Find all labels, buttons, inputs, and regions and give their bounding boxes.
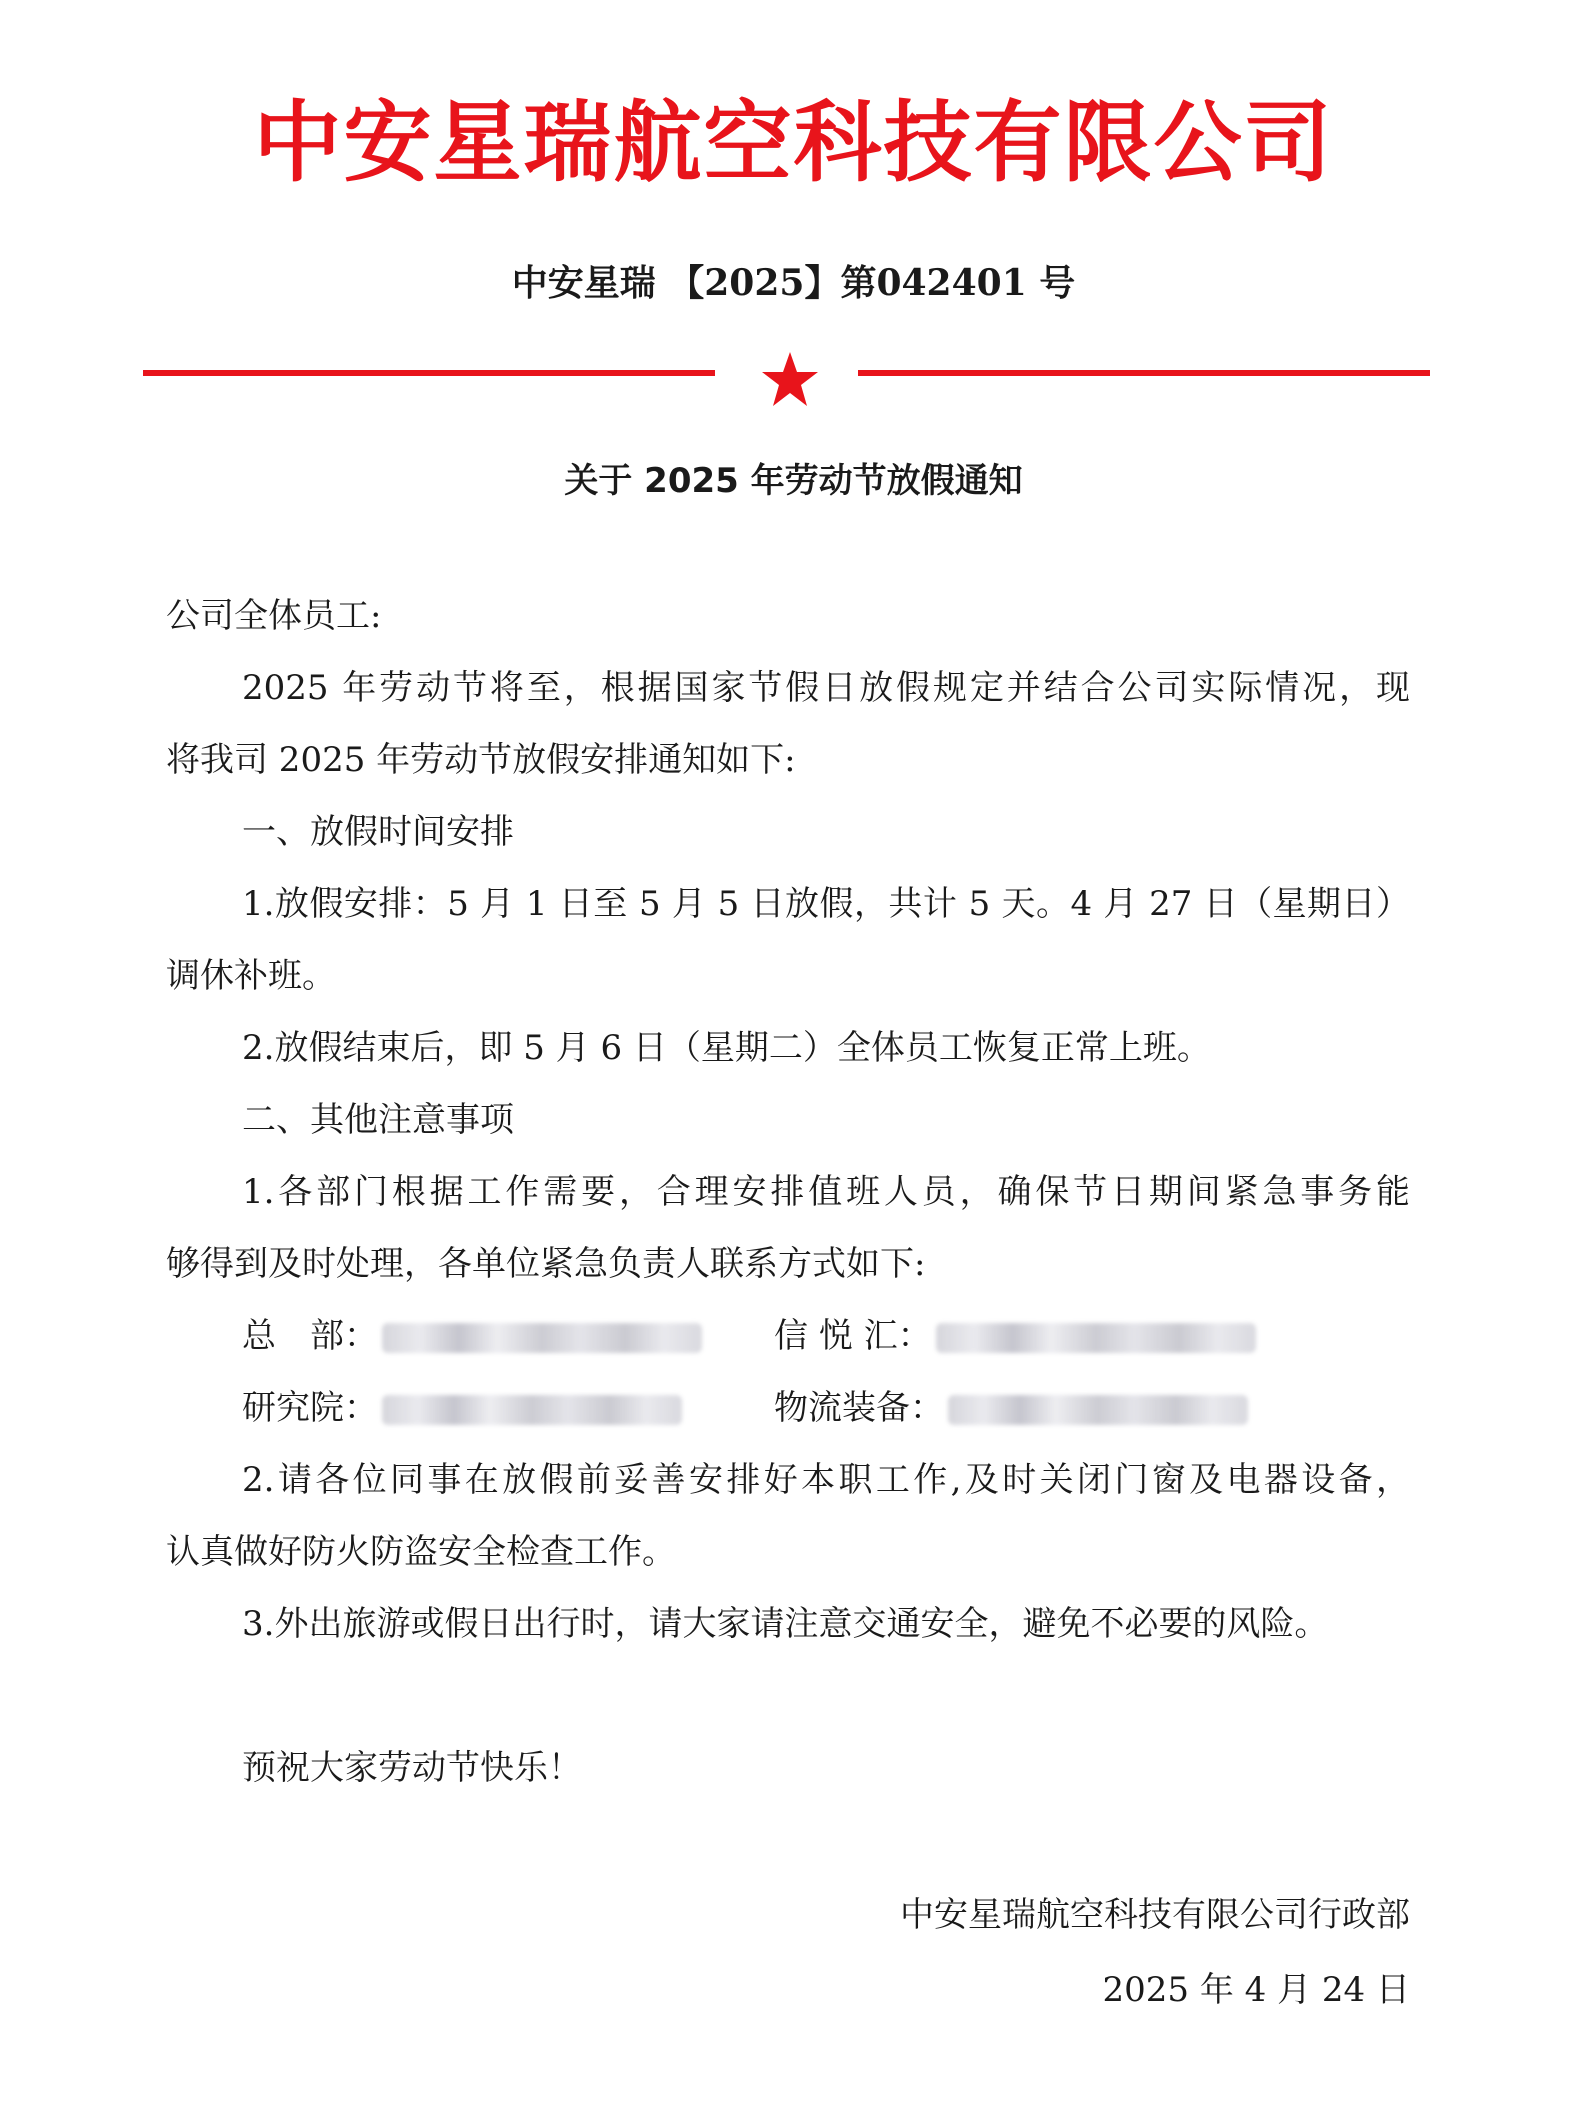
redacted-contact [948,1395,1248,1425]
section2-item2-line-2: 认真做好防火防盗安全检查工作。 [166,1532,676,1572]
contact-row-1 [166,1300,1410,1372]
divider-right [858,370,1430,376]
contact-research-institute [242,1372,682,1444]
signature-date: 2025 年 4 月 24 日 [1102,1970,1410,2010]
closing-wish: 预祝大家劳动节快乐！ [242,1748,582,1788]
intro-line-2: 将我司 2025 年劳动节放假安排通知如下: [166,740,796,780]
notice-body [166,580,1410,1804]
notice-title: 关于 2025 年劳动节放假通知 [564,461,1023,501]
section1-item1-line-2: 调休补班。 [166,956,336,996]
section2-item3: 3.外出旅游或假日出行时，请大家请注意交通安全，避免不必要的风险。 [242,1604,1329,1644]
contact-logistics-equipment [774,1372,1248,1444]
contact-row-2 [166,1372,1410,1444]
greeting: 公司全体员工: [166,596,382,636]
contact-xinyuehui [774,1300,1256,1372]
letterhead-company-name: 中安星瑞航空科技有限公司 [253,91,1334,194]
redacted-contact [382,1323,702,1353]
section2-item2-line-1: 2.请各位同事在放假前妥善安排好本职工作,及时关闭门窗及电器设备， [242,1460,1410,1500]
redacted-contact [382,1395,682,1425]
contact-label: 信 悦 汇： [774,1316,932,1356]
intro-line-1: 2025 年劳动节将至，根据国家节假日放假规定并结合公司实际情况，现 [242,668,1410,708]
section1-item2: 2.放假结束后，即 5 月 6 日（星期二）全体员工恢复正常上班。 [242,1028,1211,1068]
section2-item1-line-1: 1.各部门根据工作需要，合理安排值班人员，确保节日期间紧急事务能 [242,1172,1410,1212]
section1-item1-line-1: 1.放假安排：5 月 1 日至 5 月 5 日放假，共计 5 天。4 月 27 日（星期日） [242,884,1410,924]
star-shape [762,352,818,406]
spacer [166,1660,1410,1732]
contact-hq [242,1300,702,1372]
redacted-contact [936,1323,1256,1353]
contact-label: 物流装备： [774,1388,944,1428]
contact-label: 总 部： [242,1316,378,1356]
document-number: 中安星瑞 【2025】第042401 号 [511,262,1076,304]
signature-org: 中安星瑞航空科技有限公司行政部 [900,1895,1410,1935]
contact-label: 研究院： [242,1388,378,1428]
star-icon [760,350,820,410]
section1-heading: 一、放假时间安排 [242,812,514,852]
section2-heading: 二、其他注意事项 [242,1100,514,1140]
section2-item1-line-2: 够得到及时处理，各单位紧急负责人联系方式如下: [166,1244,926,1284]
divider-left [143,370,715,376]
